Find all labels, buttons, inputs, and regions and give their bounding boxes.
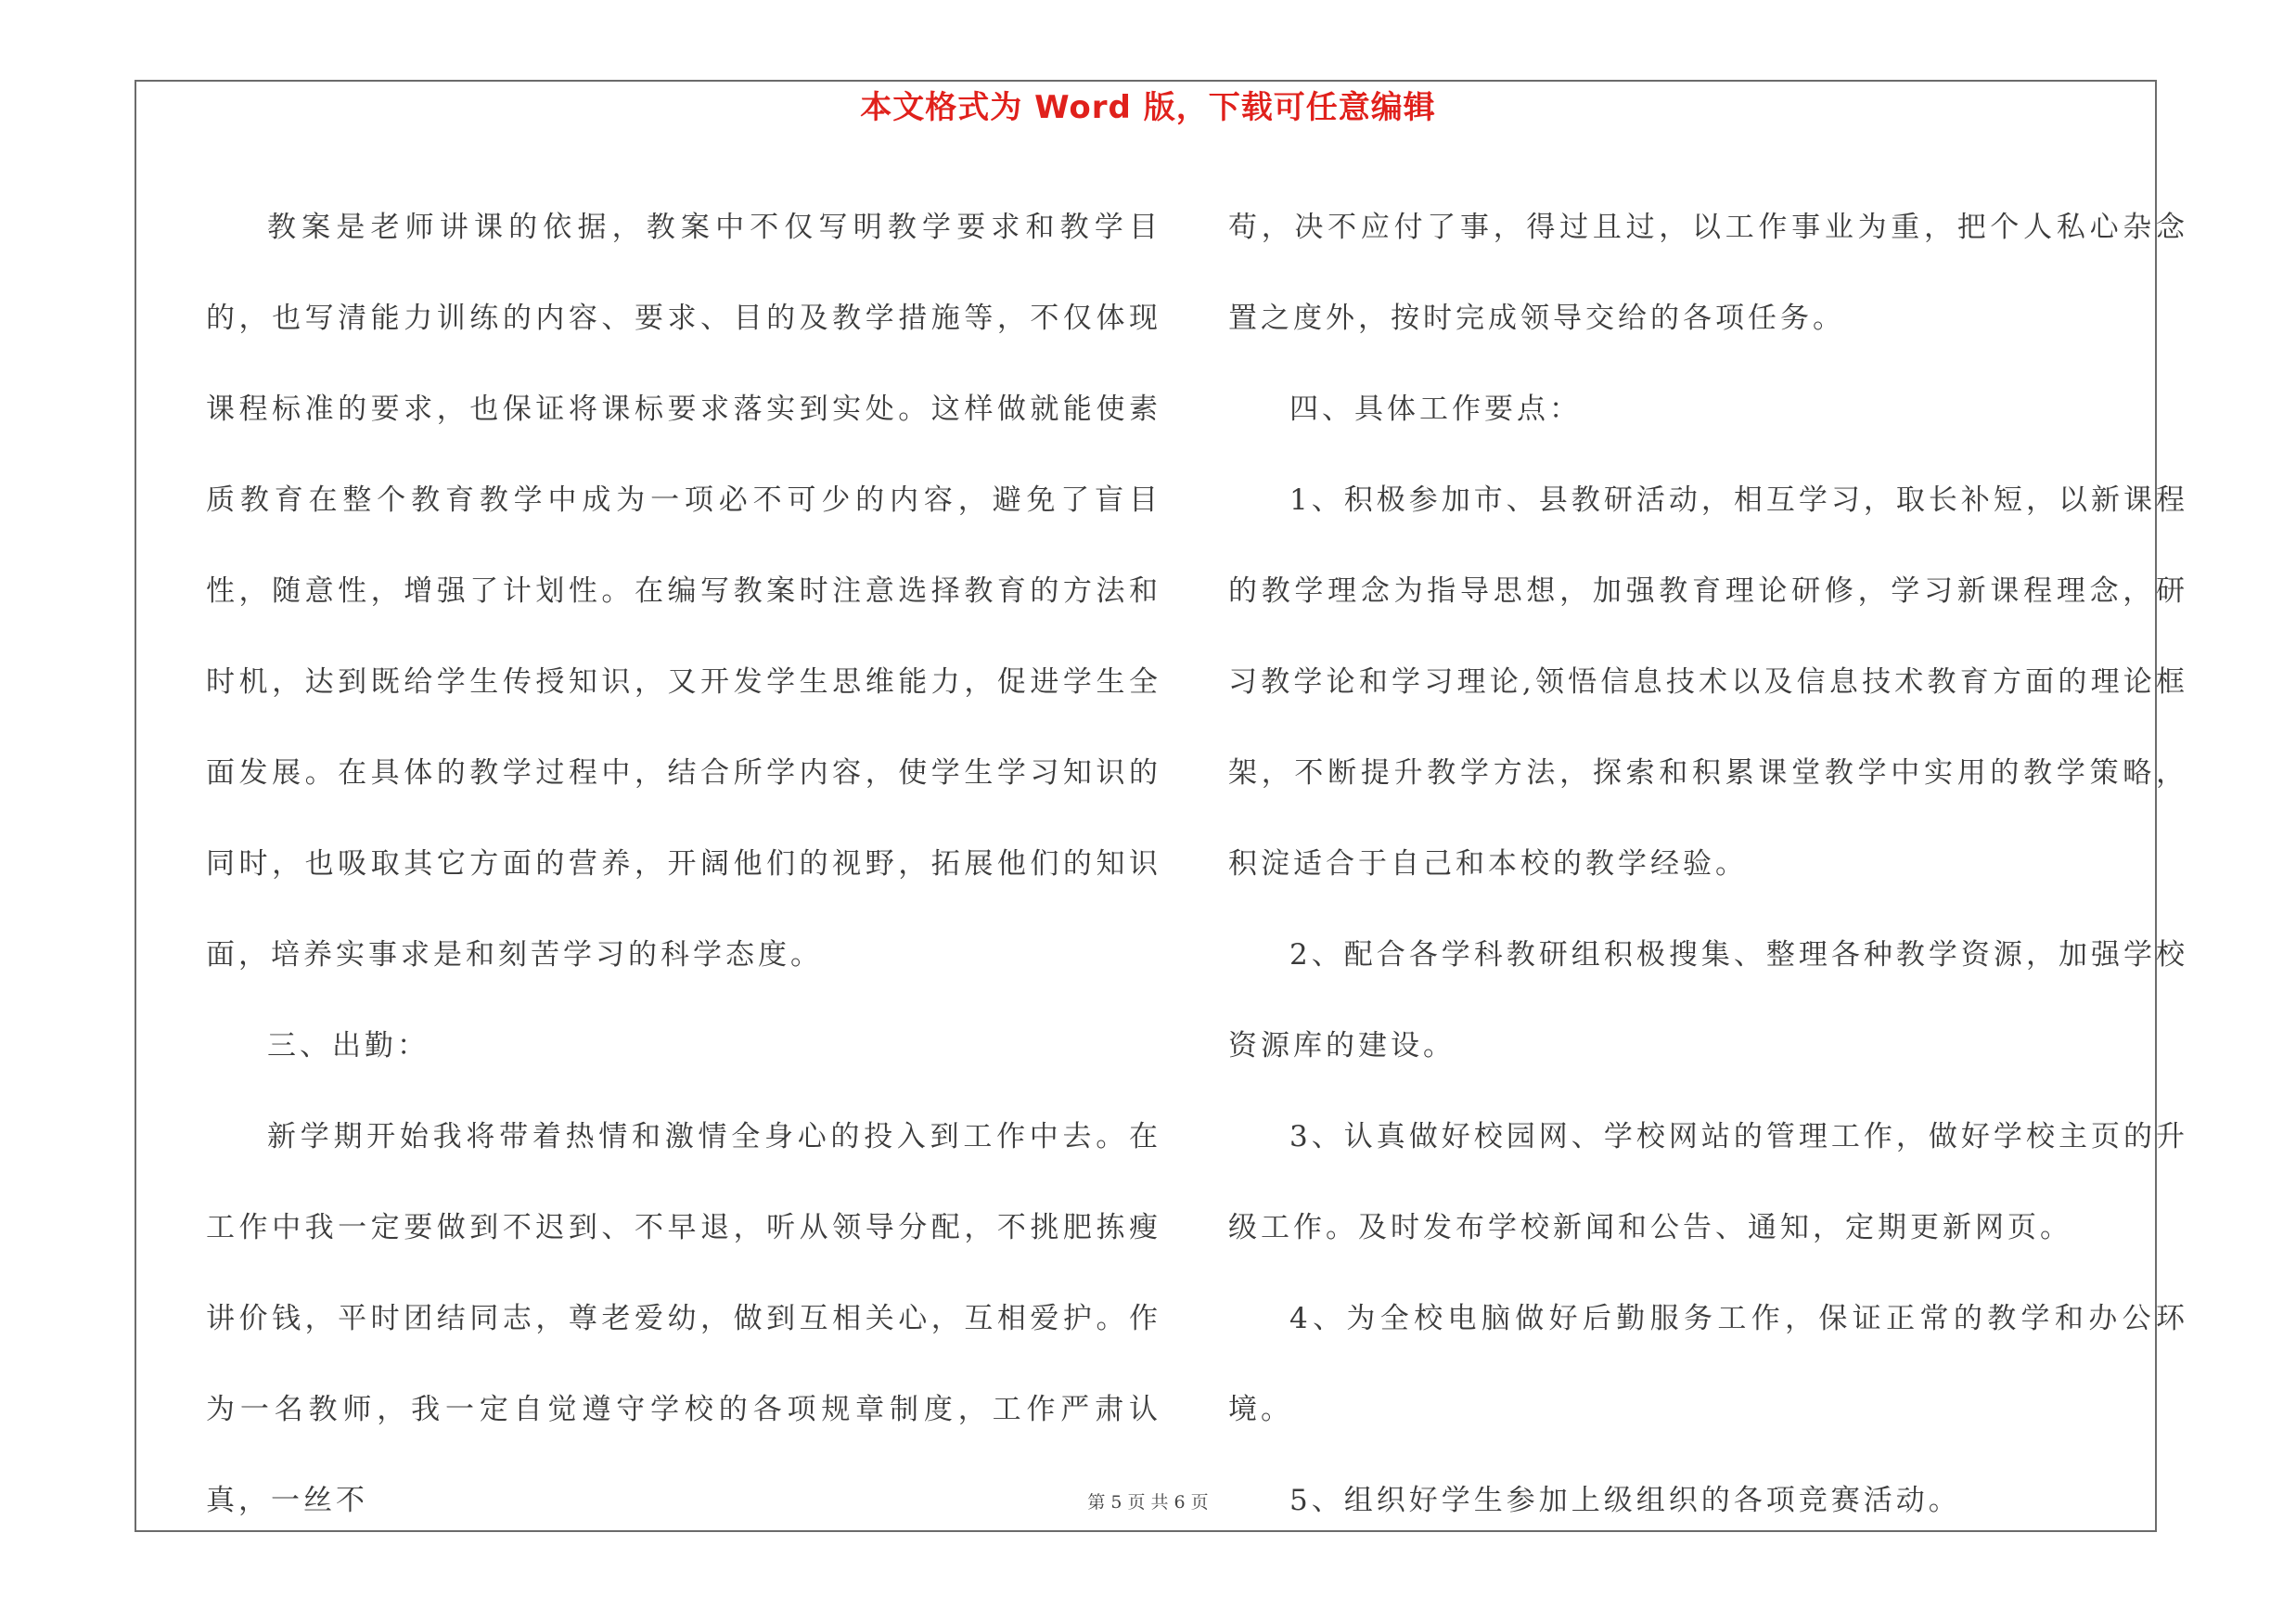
section-heading-attendance: 三、出勤： [267,1029,430,1063]
work-point-item-3: 3、认真做好校园网、学校网站的管理工作，做好学校主页的升级工作。及时发布学校新闻和公告、通知，定期更新网页。 [1228,1120,2188,1244]
work-point-item-4: 4、为全校电脑做好后勤服务工作，保证正常的教学和办公环境。 [1228,1302,2188,1426]
work-point-item-1: 1、积极参加市、县教研活动，相互学习，取长补短，以新课程的教学理念为指导思想，加强教育理论研修，学习新课程理念，研习教学论和学习理论,领悟信息技术以及信息技术教育方面的理论框架，不断提升教学方法，探索和积累课堂教学中实用的教学策略，积淀适合于自己和本校的教学经验。 [1228,483,2188,881]
section-heading-work-points: 四、具体工作要点： [1289,393,1582,426]
right-column [1228,182,2188,1546]
left-column [206,182,1161,1546]
attendance-paragraph-continued: 苟，决不应付了事，得过且过，以工作事业为重，把个人私心杂念置之度外，按时完成领导交给的各项任务。 [1228,211,2188,335]
word-format-banner: 本文格式为 Word 版，下载可任意编辑 [860,89,1436,126]
work-point-item-5: 5、组织好学生参加上级组织的各项竞赛活动。 [1289,1484,1961,1517]
lesson-plan-paragraph: 教案是老师讲课的依据，教案中不仅写明教学要求和教学目的，也写清能力训练的内容、要求、目的及教学措施等，不仅体现课程标准的要求，也保证将课标要求落实到实处。这样做就能使素质教育在整个教育教学中成为一项必不可少的内容，避免了盲目性，随意性，增强了计划性。在编写教案时注意选择教育的方法和时机，达到既给学生传授知识，又开发学生思维能力，促进学生全面发展。在具体的教学过程中，结合所学内容，使学生学习知识的同时，也吸取其它方面的营养，开阔他们的视野，拓展他们的知识面，培养实事求是和刻苦学习的科学态度。 [206,211,1161,972]
attendance-paragraph: 新学期开始我将带着热情和激情全身心的投入到工作中去。在工作中我一定要做到不迟到、不早退，听从领导分配，不挑肥拣瘦讲价钱，平时团结同志，尊老爱幼，做到互相关心，互相爱护。作为一名教师，我一定自觉遵守学校的各项规章制度，工作严肃认真，一丝不 [206,1120,1161,1517]
page-number-footer: 第 5 页 共 6 页 [1087,1492,1209,1513]
work-point-item-2: 2、配合各学科教研组积极搜集、整理各种教学资源，加强学校资源库的建设。 [1228,938,2188,1063]
